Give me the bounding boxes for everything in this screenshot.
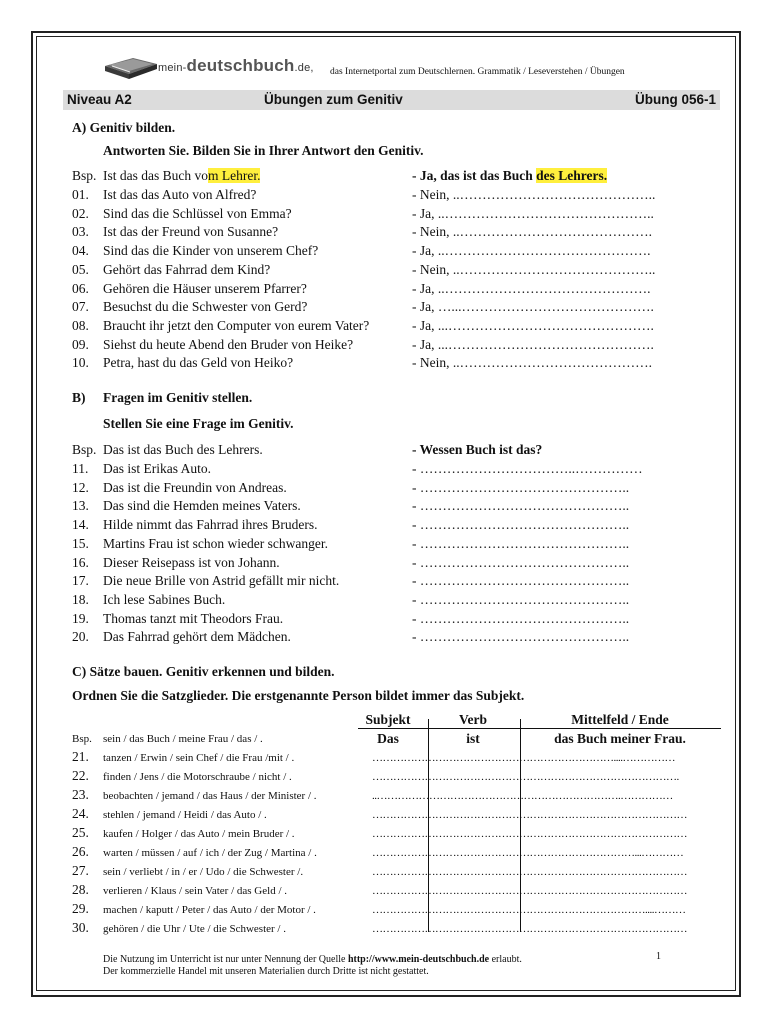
statement-text: Das sind die Hemden meines Vaters.: [103, 498, 301, 514]
statement-text: Dieser Reisepass ist von Johann.: [103, 554, 280, 570]
sentence-parts: beobachten / jemand / das Haus / der Minister / .: [103, 790, 317, 802]
question-text: Gehören die Häuser unserem Pfarrer?: [103, 280, 307, 296]
statement-text: Die neue Brille von Astrid gefällt mir nicht.: [103, 573, 340, 589]
question-text: Sind das die Schlüssel von Emma?: [103, 205, 292, 221]
answer-blank: ………………………………………………………………………………: [372, 885, 687, 897]
statement-text: Das ist Erikas Auto.: [103, 461, 211, 476]
section-a-instruction: Antworten Sie. Bilden Sie in Ihrer Antwort den Genitiv.: [103, 143, 424, 158]
item-number: 15.: [72, 535, 89, 551]
sentence-parts: machen / kaputt / Peter / das Auto / der Motor / .: [103, 904, 316, 916]
question-text: Braucht ihr jetzt den Computer von eurem Vater?: [103, 317, 370, 333]
item-number: 20.: [72, 629, 89, 645]
answer-blank: - ………………………………………..: [412, 573, 630, 589]
sentence-parts: tanzen / Erwin / sein Chef / die Frau /mit / .: [103, 752, 295, 764]
answer-blank: ………………………………………………………………………………: [372, 923, 687, 935]
item-number: 23.: [72, 787, 89, 802]
item-number: 17.: [72, 573, 89, 589]
statement-text: Das Fahrrad gehört dem Mädchen.: [103, 629, 291, 645]
question-text: Petra, hast du das Geld von Heiko?: [103, 355, 294, 371]
item-number: 27.: [72, 863, 89, 878]
answer-blank: - ………………………………………..: [412, 629, 630, 645]
sentence-parts: sein / verliebt / in / er / Udo / die Schwester /.: [103, 866, 304, 878]
item-number: 08.: [72, 317, 89, 333]
section-b-instruction: Stellen Sie eine Frage im Genitiv.: [103, 416, 294, 431]
item-number: 02.: [72, 205, 89, 221]
item-number: 14.: [72, 517, 89, 533]
item-number: 03.: [72, 224, 89, 240]
answer-blank: - ………………………………………..: [412, 517, 630, 533]
item-number: 28.: [72, 882, 89, 897]
question-text: Gehört das Fahrrad dem Kind?: [103, 261, 271, 277]
answer-blank: ………………………………………………………………………………: [372, 866, 687, 878]
section-b-title: Fragen im Genitiv stellen.: [103, 390, 253, 405]
item-number: 19.: [72, 610, 89, 626]
logo-name: deutschbuch: [186, 56, 295, 75]
logo-suffix: .de,: [294, 62, 314, 74]
answer-blank: - Nein, ..…………………………………….: [412, 355, 652, 371]
answer-blank: - ………………………………………..: [412, 610, 630, 626]
example-words: sein / das Buch / meine Frau / das / .: [103, 733, 263, 745]
sentence-parts: stehlen / jemand / Heidi / das Auto / .: [103, 809, 267, 821]
column-divider: [428, 719, 429, 932]
answer-blank: - ………………………………………..: [412, 591, 630, 607]
sentence-parts: verlieren / Klaus / sein Vater / das Geld / .: [103, 885, 287, 897]
question-text: Besuchst du die Schwester von Gerd?: [103, 299, 308, 315]
example-question: [103, 168, 260, 184]
item-number: 22.: [72, 768, 89, 783]
item-number: 21.: [72, 749, 89, 764]
item-number: 01.: [72, 187, 89, 202]
column-header-verb: Verb: [458, 712, 487, 727]
example-question: Das ist das Buch des Lehrers.: [103, 442, 263, 457]
answer-blank: - ………………………………………..: [412, 554, 630, 570]
logo-prefix: mein-: [158, 62, 187, 74]
source-link[interactable]: http://www.mein-deutschbuch.de: [347, 954, 490, 965]
site-tagline: das Internetportal zum Deutschlernen. Grammatik / Leseverstehen / Übungen: [330, 67, 625, 77]
sentence-parts: warten / müssen / auf / ich / der Zug / Martina / .: [103, 847, 317, 859]
item-number: 04.: [72, 243, 89, 259]
answer-blank: - Nein, ..…………………………………….: [412, 224, 652, 240]
answer-blank: - Nein, ..……………………………………..: [412, 187, 656, 202]
answer-blank: - Ja, ..……………………………………….: [412, 243, 651, 259]
item-number: 07.: [72, 299, 89, 315]
example-number: Bsp.: [72, 733, 92, 745]
column-divider: [520, 719, 521, 932]
answer-blank: ………………………………………………………………………………: [372, 828, 687, 840]
item-number: 06.: [72, 280, 89, 296]
question-text: Ist das der Freund von Susanne?: [103, 224, 279, 240]
example-answer-text: - Ja, das ist das Buch: [412, 168, 537, 183]
statement-text: Thomas tanzt mit Theodors Frau.: [103, 610, 284, 626]
section-a-title: A) Genitiv bilden.: [72, 120, 176, 135]
column-header-subjekt: Subjekt: [365, 712, 411, 727]
answer-blank: - Ja, …...…………………………………….: [412, 299, 654, 315]
statement-text: Das ist die Freundin von Andreas.: [103, 479, 287, 495]
statement-text: Martins Frau ist schon wieder schwanger.: [103, 535, 328, 551]
question-text: Siehst du heute Abend den Bruder von Heike?: [103, 336, 354, 352]
example-verb: ist: [466, 731, 480, 746]
topic-label: Übungen zum Genitiv: [264, 92, 403, 107]
site-logo: [158, 56, 314, 76]
item-number: 25.: [72, 825, 89, 840]
highlighted-text: m Lehrer.: [208, 168, 261, 183]
answer-blank: - ………………………………………..: [412, 535, 630, 551]
answer-blank: - ………………………………………..: [412, 479, 630, 495]
exercise-number: Übung 056-1: [634, 92, 716, 107]
level-label: Niveau A2: [67, 92, 132, 107]
column-header-mittelfeld: Mittelfeld / Ende: [571, 712, 669, 727]
item-number: 26.: [72, 844, 89, 859]
section-c-instruction: Ordnen Sie die Satzglieder. Die erstgenannte Person bildet immer das Subjekt.: [72, 688, 525, 703]
item-number: 12.: [72, 479, 89, 495]
question-text: Ist das das Auto von Alfred?: [103, 187, 257, 202]
sentence-parts: gehören / die Uhr / Ute / die Schwester / .: [103, 923, 286, 935]
item-number: 29.: [72, 901, 89, 916]
item-number: 11.: [72, 461, 89, 476]
item-number: 10.: [72, 355, 89, 371]
answer-blank: - Nein, ..……………………………………..: [412, 261, 656, 277]
example-question-text: Ist das das Buch vo: [103, 168, 208, 183]
sentence-parts: kaufen / Holger / das Auto / mein Bruder / .: [103, 828, 295, 840]
answer-blank: ..…………………………………………………………….……………: [372, 790, 673, 802]
example-number: Bsp.: [72, 168, 97, 183]
footer-notice: [103, 954, 522, 978]
sentence-parts: finden / Jens / die Motorschraube / nicht / .: [103, 771, 292, 783]
answer-blank: - Ja, ..……………………………………….: [412, 280, 651, 296]
answer-blank: - ………………………………………..: [412, 498, 630, 514]
level-bar: [63, 90, 720, 110]
item-number: 18.: [72, 591, 89, 607]
answer-blank: …………………………………………………………………...…………: [372, 847, 684, 859]
answer-blank: - ……………………………..……………: [412, 461, 643, 476]
answer-blank: - Ja, ...……………………………………….: [412, 317, 654, 333]
item-number: 16.: [72, 554, 89, 570]
example-number: Bsp.: [72, 442, 97, 457]
section-c-title: C) Sätze bauen. Genitiv erkennen und bilden.: [72, 664, 335, 679]
answer-blank: ………………………………………………………………………………: [372, 809, 687, 821]
book-logo-icon: [103, 52, 159, 80]
statement-text: Hilde nimmt das Fahrrad ihres Bruders.: [103, 517, 318, 533]
item-number: 05.: [72, 261, 89, 277]
item-number: 13.: [72, 498, 89, 514]
item-number: 24.: [72, 806, 89, 821]
example-mittelfeld: das Buch meiner Frau.: [554, 731, 686, 746]
answer-blank: …………………………………………………………………………….: [372, 771, 679, 783]
example-answer: - Wessen Buch ist das?: [412, 442, 543, 457]
item-number: 30.: [72, 920, 89, 935]
footer-text: erlaubt.: [489, 954, 522, 965]
statement-text: Ich lese Sabines Buch.: [103, 591, 226, 607]
example-subjekt: Das: [377, 731, 399, 746]
section-b-letter: B): [72, 390, 86, 405]
answer-blank: ……………………………………………………………………....………: [372, 904, 686, 916]
footer-line-2: Der kommerzielle Handel mit unseren Materialien durch Dritte ist nicht gestattet.: [103, 966, 429, 977]
question-text: Sind das die Kinder von unserem Chef?: [103, 243, 319, 259]
highlighted-text: des Lehrers.: [536, 168, 608, 183]
example-answer: [412, 168, 607, 184]
footer-line-1: [103, 954, 522, 966]
item-number: 09.: [72, 336, 89, 352]
answer-blank: ……………………………………………………………....……………: [372, 752, 675, 764]
answer-blank: - Ja, ...……………………………………….: [412, 336, 654, 352]
answer-blank: - Ja, ..………………………………………..: [412, 205, 654, 221]
footer-text: Die Nutzung im Unterricht ist nur unter Nennung der Quelle: [103, 954, 348, 965]
page-number: 1: [656, 951, 661, 962]
table-header-rule: [358, 728, 721, 729]
